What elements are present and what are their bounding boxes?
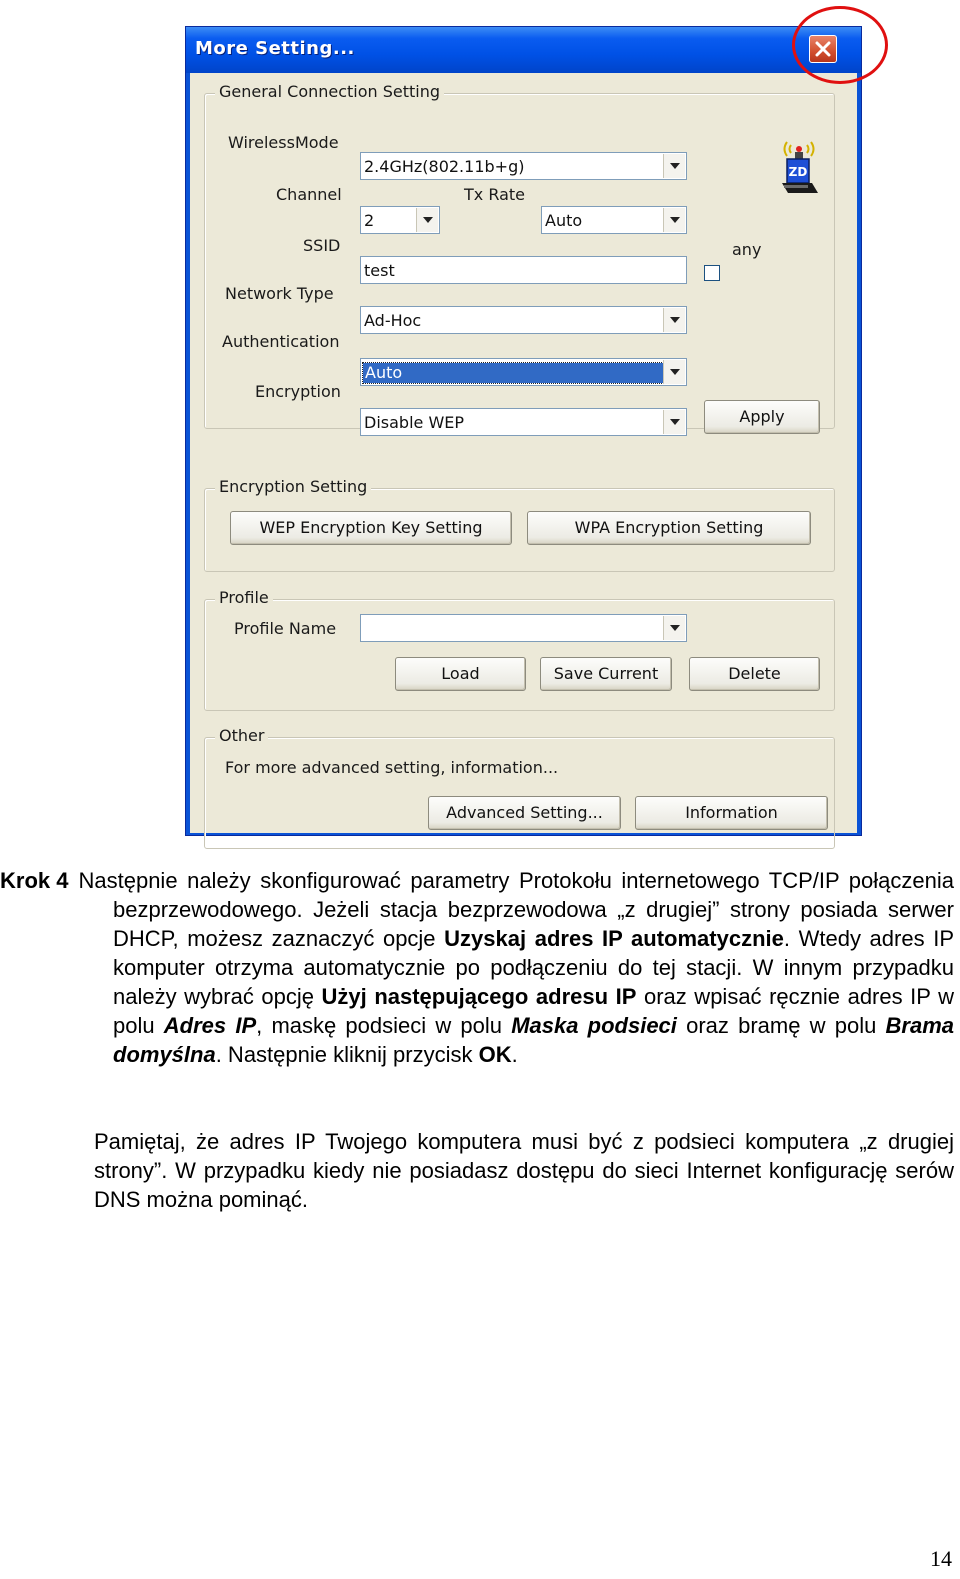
tx-rate-value: Auto [545,211,583,230]
chevron-down-icon[interactable] [663,410,685,434]
authentication-label: Authentication [222,332,340,351]
annotation-circle [792,6,888,84]
ssid-value: test [364,261,395,280]
para1-bolditalic-1: Adres IP [163,1013,257,1038]
encryption-select[interactable] [360,408,687,436]
other-legend: Other [215,726,268,745]
para1-text-4: , maskę podsieci w polu [256,1013,512,1038]
advanced-setting-button[interactable]: Advanced Setting... [428,796,621,830]
chevron-down-icon[interactable] [663,154,685,178]
save-current-button[interactable]: Save Current [540,657,672,691]
dialog-client-area [190,73,857,833]
zd-wireless-icon [776,141,822,197]
wireless-mode-select[interactable] [360,152,687,180]
para1-text-6: . Następnie kliknij przycisk [215,1042,479,1067]
para1-text-2: . Wtedy adres IP komputer otrzyma automatycznie po podłączeniu do tej stacji. W innym przypadku należy wybrać opcję [113,926,954,1009]
load-button[interactable]: Load [395,657,526,691]
para1-text-3: oraz wpisać ręcznie adres IP w polu [113,984,954,1038]
page-number: 14 [930,1546,952,1571]
paragraph-note: Pamiętaj, że adres IP Twojego komputera musi być z podsieci komputera „z drugiej strony”. W przypadku kiedy nie posiadasz dostępu do sieci Internet konfigurację serów DNS można pominąć. [94,1129,954,1212]
chevron-down-icon[interactable] [663,208,685,232]
paragraph-step-4 [78,866,954,1069]
para1-bold-1: Uzyskaj adres IP automatycznie [444,926,784,951]
encryption-label: Encryption [255,382,341,401]
network-type-value: Ad-Hoc [364,311,422,330]
authentication-value: Auto [363,363,663,383]
wireless-mode-value: 2.4GHz(802.11b+g) [364,157,525,176]
ssid-label: SSID [303,236,341,255]
para1-text-5: oraz bramę w polu [676,1013,886,1038]
step-label: Krok 4 [0,868,69,893]
para1-bolditalic-3: Brama domyślna [113,1013,954,1067]
encryption-setting-legend: Encryption Setting [215,477,371,496]
title-bar[interactable] [186,27,861,73]
channel-select[interactable] [360,206,440,234]
more-setting-dialog [185,26,862,836]
other-group [204,726,835,849]
authentication-select[interactable] [360,358,687,386]
network-type-select[interactable] [360,306,687,334]
para1-text-7: . [511,1042,518,1067]
dialog-title: More Setting... [195,38,355,59]
any-checkbox[interactable] [704,265,720,281]
channel-label: Channel [276,185,342,204]
profile-name-label: Profile Name [234,619,337,638]
para1-bold-3: OK [478,1042,512,1067]
chevron-down-icon[interactable] [663,360,685,384]
ssid-input[interactable] [360,256,687,284]
channel-value: 2 [364,211,375,230]
para1-text-1: Następnie należy skonfigurować parametry Protokołu internetowego TCP/IP połączenia bezprzewodowego. Jeżeli stacja bezprzewodowa „z drugiej” strony posiada serwer DHCP, możesz zaznaczyć opcje [78,868,954,951]
wpa-setting-button[interactable]: WPA Encryption Setting [527,511,811,545]
encryption-value: Disable WEP [364,413,465,432]
other-description: For more advanced setting, information... [225,758,559,777]
tx-rate-select[interactable] [541,206,687,234]
chevron-down-icon[interactable] [663,616,685,640]
tx-rate-label: Tx Rate [464,185,526,204]
general-connection-legend: General Connection Setting [215,82,444,101]
profile-name-select[interactable] [360,614,687,642]
delete-button[interactable]: Delete [689,657,820,691]
svg-text:ZD: ZD [788,165,808,179]
para1-bolditalic-2: Maska podsieci [511,1013,677,1038]
profile-legend: Profile [215,588,273,607]
chevron-down-icon[interactable] [416,208,438,232]
apply-button[interactable]: Apply [704,400,820,434]
information-button[interactable]: Information [635,796,828,830]
chevron-down-icon[interactable] [663,308,685,332]
para1-bold-2: Użyj następującego adresu IP [321,984,637,1009]
wep-key-setting-button[interactable]: WEP Encryption Key Setting [230,511,512,545]
any-label: any [732,240,762,259]
wireless-mode-label: WirelessMode [228,133,339,152]
network-type-label: Network Type [225,284,334,303]
